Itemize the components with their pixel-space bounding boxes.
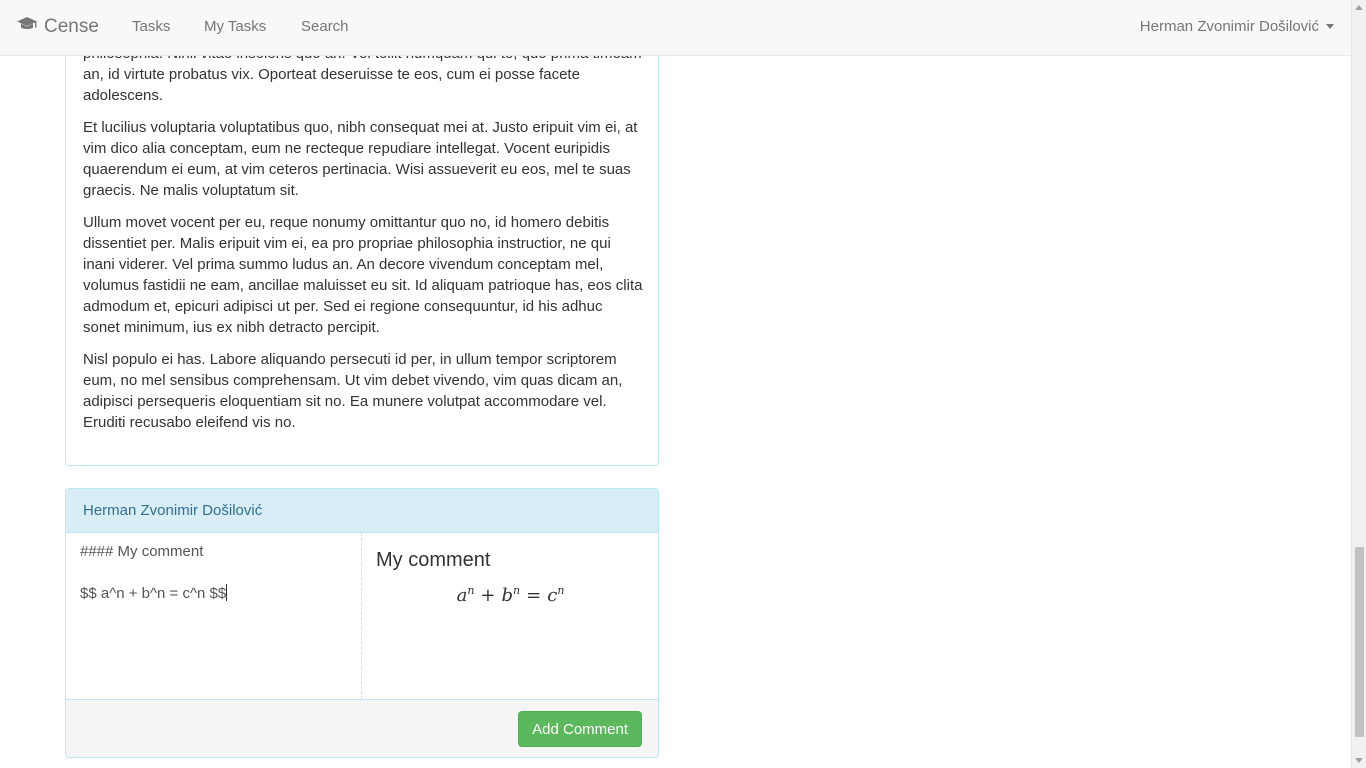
preview-heading: My comment <box>376 549 491 571</box>
nav-tasks[interactable]: Tasks <box>132 18 171 35</box>
math-equals: = <box>526 585 542 606</box>
user-menu[interactable] <box>1140 18 1334 35</box>
task-paragraph: Ullum movet vocent per eu, reque nonumy omittantur quo no, id homero debitis dissentiet per. Malis eripuit vim ei, ea pro propriae philosophia instructior, ne qui inani viderer. Vel prima summo ludus an. An decore vivendum conceptam mel, volumus fastidii ne eam, ancillae maluisset eu sit. Id aliquam patrioque has, eos clita admodum et, epicuri adipisci ut per. Sed ei regione consequuntur, id his adhuc sonet minimum, ius ex nibh detracto percipit. <box>83 214 643 336</box>
caret-down-icon <box>1326 24 1334 29</box>
math-formula <box>376 584 645 606</box>
task-body <box>83 43 643 444</box>
math-exponent: n <box>467 584 475 597</box>
nav-my-tasks[interactable]: My Tasks <box>204 18 267 35</box>
task-paragraph: Nisl populo ei has. Labore aliquando persecuti id per, in ullum tempor scriptorem eum, no mel sensibus comprehensam. Ut vim debet vivendo, vim quas dicam an, adipisci persequeris eloquentiam sit no. Ea munere volutpat accommodare vel. Eruditi recusabo eleifend vis no. <box>83 351 623 431</box>
page-scrollbar[interactable] <box>1351 0 1366 768</box>
comment-heading <box>66 489 658 533</box>
editor-line: #### My comment <box>80 543 204 560</box>
scroll-thumb[interactable] <box>1355 547 1364 737</box>
user-name: Herman Zvonimir Došilović <box>1139 18 1319 35</box>
add-comment-button[interactable]: Add Comment <box>518 711 642 747</box>
math-plus: + <box>480 585 496 606</box>
nav-search[interactable]: Search <box>301 18 349 35</box>
editor-line-text: $$ a^n + b^n = c^n $$ <box>80 585 227 602</box>
editor-line <box>80 583 347 604</box>
top-navbar <box>0 0 1351 56</box>
brand-link[interactable] <box>16 16 99 38</box>
math-exponent: n <box>557 584 565 597</box>
comment-author-link[interactable]: Herman Zvonimir Došilović <box>83 502 263 519</box>
task-paragraph: Et lucilius voluptaria voluptatibus quo, nibh consequat mei at. Justo eripuit vim ei, at vim dico alia conceptam, eum ne recteque repudiare intellegat. Vocent euripidis quaerendum ei eum, at vim ceteros pertinacia. Wisi assueverit eu eos, mel te suas graecis. Ne malis voluptatum sit. <box>83 119 638 199</box>
scroll-down-arrow-icon[interactable] <box>1355 758 1363 763</box>
comment-preview <box>362 533 659 699</box>
text-cursor <box>226 584 227 601</box>
scroll-up-arrow-icon[interactable] <box>1355 5 1363 10</box>
task-panel <box>65 20 659 466</box>
math-var-a: a <box>456 585 468 606</box>
editor-line <box>80 562 347 583</box>
math-var-b: b <box>501 585 514 606</box>
task-paragraph: an, id virtute probatus vix. Oporteat deseruisse te eos, cum ei posse facete adolescens. <box>83 66 580 104</box>
graduation-cap-icon <box>16 16 44 38</box>
comment-footer <box>66 699 658 757</box>
comment-panel <box>65 488 659 758</box>
brand-name: Cense <box>44 16 99 37</box>
math-exponent: n <box>513 584 521 597</box>
comment-editor[interactable] <box>66 533 362 699</box>
math-var-c: c <box>547 585 558 606</box>
